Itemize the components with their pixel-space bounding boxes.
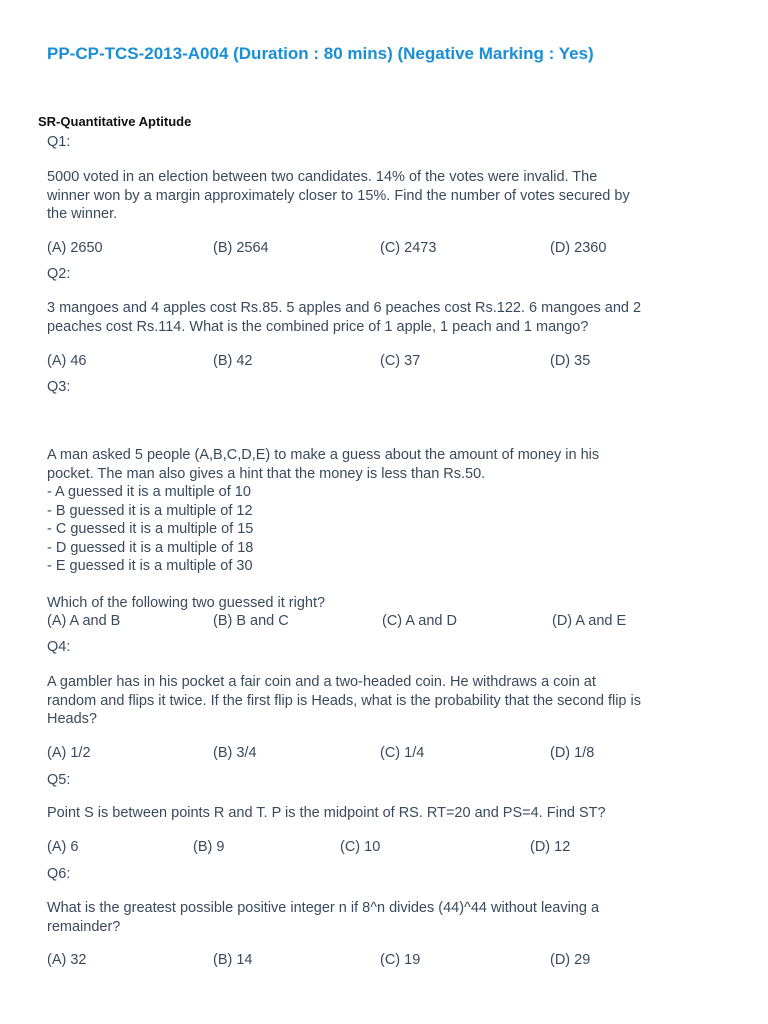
answer-options: [47, 745, 747, 765]
question-label: Q4:: [47, 639, 71, 655]
question-text: [47, 673, 737, 729]
option-b[interactable]: (B) 9: [193, 839, 225, 855]
question-text-line: - C guessed it is a multiple of 15: [47, 521, 254, 537]
question-text-line: 5000 voted in an election between two candidates. 14% of the votes were invalid. The: [47, 169, 598, 185]
option-c[interactable]: (C) 1/4: [380, 745, 425, 761]
question-label: Q3:: [47, 379, 71, 395]
question-text-line: A gambler has in his pocket a fair coin and a two-headed coin. He withdraws a coin at: [47, 674, 596, 690]
option-b[interactable]: (B) 42: [213, 353, 253, 369]
question-text: [47, 899, 737, 936]
option-b[interactable]: (B) 2564: [213, 240, 269, 256]
option-d[interactable]: (D) 2360: [550, 240, 607, 256]
question-text-line: pocket. The man also gives a hint that the money is less than Rs.50.: [47, 465, 486, 482]
question-text-line: Point S is between points R and T. P is the midpoint of RS. RT=20 and PS=4. Find ST?: [47, 805, 606, 821]
question-text-line: Heads?: [47, 711, 97, 727]
answer-options: [47, 613, 747, 633]
option-a[interactable]: (A) 2650: [47, 240, 103, 256]
option-a[interactable]: (A) 46: [47, 353, 87, 369]
option-c[interactable]: (C) A and D: [382, 613, 457, 629]
option-a[interactable]: (A) 1/2: [47, 745, 91, 761]
question-text: [47, 299, 737, 336]
question-text: [47, 804, 737, 823]
question-label: Q6:: [47, 866, 71, 882]
question-text-line: What is the greatest possible positive integer n if 8^n divides (44)^44 without leaving a: [47, 900, 600, 916]
answer-options: [47, 353, 747, 373]
question-text-line: 3 mangoes and 4 apples cost Rs.85. 5 apples and 6 peaches cost Rs.122. 6 mangoes and 2: [47, 300, 642, 316]
option-c[interactable]: (C) 10: [340, 839, 381, 855]
question-text-line: peaches cost Rs.114. What is the combined price of 1 apple, 1 peach and 1 mango?: [47, 318, 589, 335]
question-label: Q1:: [47, 134, 71, 150]
question-text-line: random and flips it twice. If the first flip is Heads, what is the probability that the second flip is: [47, 692, 641, 709]
page-title: PP-CP-TCS-2013-A004 (Duration : 80 mins) (Negative Marking : Yes): [47, 44, 594, 63]
option-c[interactable]: (C) 37: [380, 353, 421, 369]
option-d[interactable]: (D) 29: [550, 952, 591, 968]
option-c[interactable]: (C) 2473: [380, 240, 437, 256]
option-a[interactable]: (A) 6: [47, 839, 79, 855]
option-d[interactable]: (D) 1/8: [550, 745, 595, 761]
option-b[interactable]: (B) B and C: [213, 613, 289, 629]
question-prompt: Which of the following two guessed it right?: [47, 595, 326, 611]
section-heading: SR-Quantitative Aptitude: [38, 114, 192, 129]
option-d[interactable]: (D) 35: [550, 353, 591, 369]
question-text-line: the winner.: [47, 206, 118, 222]
option-d[interactable]: (D) 12: [530, 839, 571, 855]
question-text: [47, 446, 737, 576]
question-text-line: - D guessed it is a multiple of 18: [47, 539, 254, 556]
question-text-line: - B guessed it is a multiple of 12: [47, 502, 253, 519]
answer-options: [47, 952, 747, 972]
question-text-line: - E guessed it is a multiple of 30: [47, 558, 253, 574]
answer-options: [47, 240, 747, 260]
question-text-line: remainder?: [47, 918, 121, 935]
option-d[interactable]: (D) A and E: [552, 613, 627, 629]
question-label: Q5:: [47, 772, 71, 788]
option-b[interactable]: (B) 14: [213, 952, 253, 968]
question-text: [47, 168, 737, 224]
option-c[interactable]: (C) 19: [380, 952, 421, 968]
question-text-line: - A guessed it is a multiple of 10: [47, 484, 251, 500]
question-label: Q2:: [47, 266, 71, 282]
question-text-line: A man asked 5 people (A,B,C,D,E) to make a guess about the amount of money in his: [47, 447, 600, 463]
option-a[interactable]: (A) 32: [47, 952, 87, 968]
answer-options: [47, 839, 747, 859]
option-b[interactable]: (B) 3/4: [213, 745, 257, 761]
question-text-line: winner won by a margin approximately closer to 15%. Find the number of votes secured by: [47, 187, 630, 204]
option-a[interactable]: (A) A and B: [47, 613, 121, 629]
